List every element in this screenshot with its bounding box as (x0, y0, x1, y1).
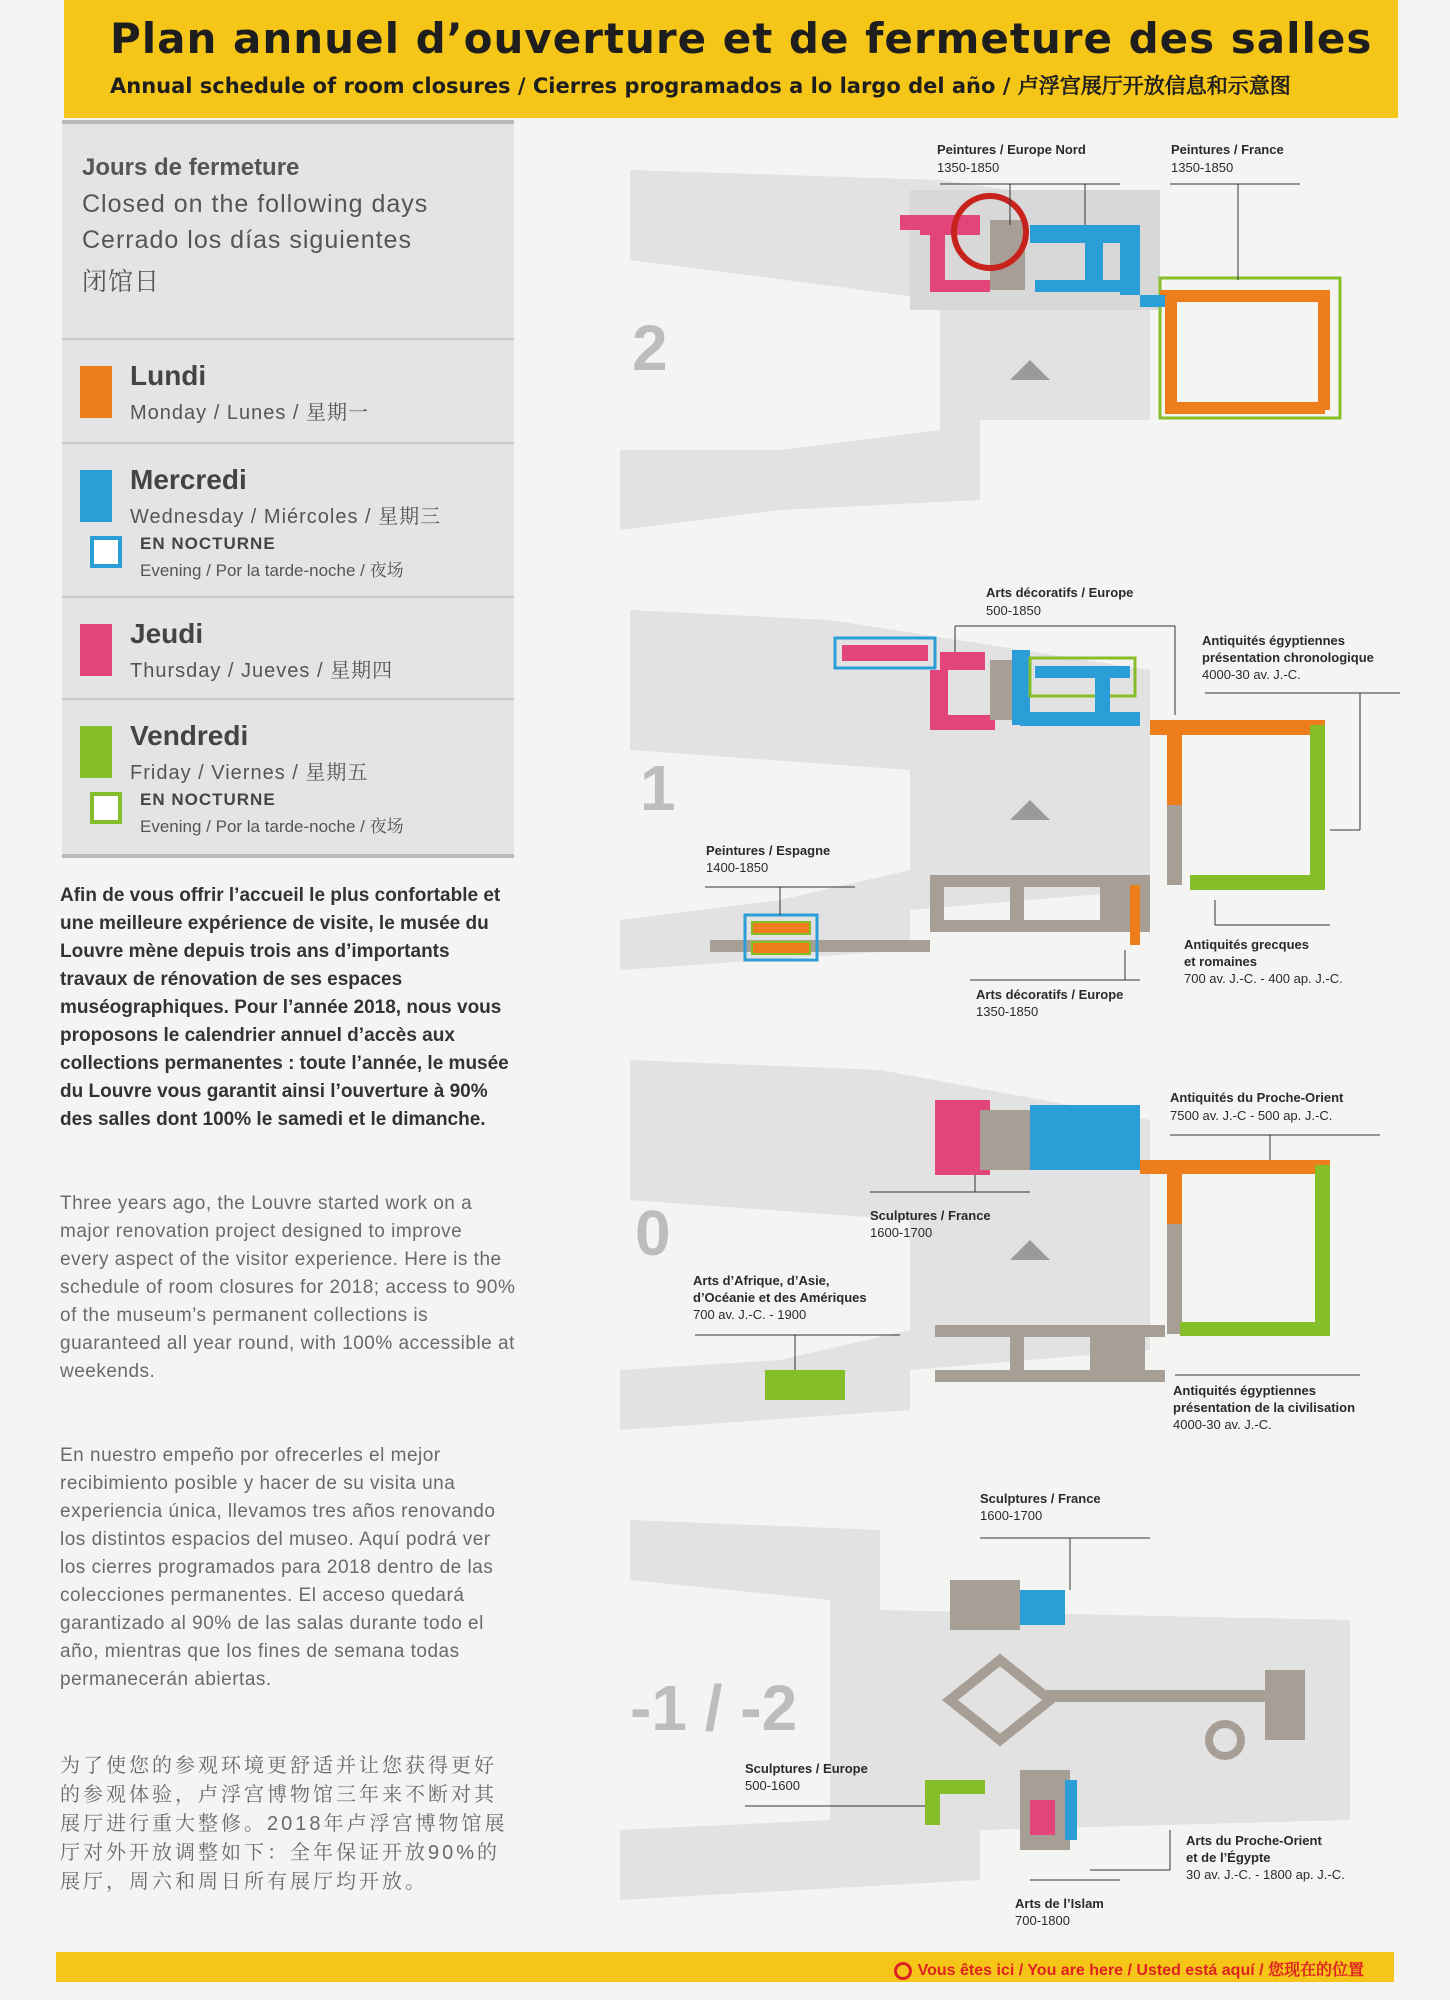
label-arts-afrique: Arts d’Afrique, d’Asie, (693, 1273, 830, 1288)
orange-rooms (1150, 720, 1325, 735)
green-rooms (935, 1780, 985, 1794)
pink-rooms (1030, 1800, 1055, 1835)
you-are-here-legend (894, 1957, 1364, 1980)
label-arts-afrique-sub: d’Océanie et des Amériques (693, 1290, 867, 1305)
pink-rooms (930, 235, 945, 285)
grey-rooms (980, 1110, 1030, 1170)
closed-days-heading (82, 154, 428, 305)
you-are-here-text: Vous êtes ici / You are here / Usted está aquí / 您现在的位置 (917, 1962, 1364, 1979)
label-espagne: Peintures / Espagne (706, 843, 831, 858)
wednesday-swatch (80, 470, 112, 522)
level-0-plan (620, 1060, 1380, 1432)
grey-rooms (710, 940, 930, 952)
wednesday-label: Mercredi (130, 464, 247, 495)
label-egypt-chrono-dates: 4000-30 av. J.-C. (1202, 667, 1301, 682)
pink-rooms (930, 280, 990, 292)
pink-rooms (940, 652, 985, 670)
nocturne-title: EN NOCTURNE (140, 790, 276, 809)
closed-zh: 闭馆日 (82, 268, 161, 296)
grey-rooms (1167, 1224, 1182, 1334)
divider (62, 442, 514, 444)
grey-rooms (930, 875, 944, 932)
you-are-here-icon (894, 1962, 912, 1980)
grey-rooms (1010, 875, 1024, 932)
legend-panel (62, 120, 514, 858)
pink-rooms (842, 645, 928, 661)
blue-rooms (1035, 280, 1120, 292)
page-title: Plan annuel d’ouverture et de fermeture des salles (110, 14, 1373, 63)
nocturne-title: EN NOCTURNE (140, 534, 276, 553)
pink-rooms (920, 215, 980, 235)
level-0-number: 0 (635, 1197, 671, 1269)
label-egypt-chrono: Antiquités égyptiennes (1202, 633, 1346, 648)
label-sculptures-europe: Sculptures / Europe (745, 1761, 868, 1776)
label-minus1-proche-orient-dates: 30 av. J.-C. - 1800 ap. J.-C. (1186, 1867, 1345, 1882)
monday-sub: Monday / Lunes / 星期一 (130, 402, 369, 424)
orange-rooms (1318, 295, 1330, 410)
label-proche-orient-dates: 7500 av. J.-C - 500 ap. J.-C. (1170, 1108, 1333, 1123)
label-egypt-civ-dates: 4000-30 av. J.-C. (1173, 1417, 1272, 1432)
monday-label: Lundi (130, 360, 207, 391)
orange-rooms (1130, 885, 1140, 945)
paragraph-fr: Afin de vous offrir l’accueil le plus confortable et une meilleure expérience de visite, le musée du Louvre mène depuis trois ans d’importants travaux de rénovation de ses espaces muséographiques. Pour l’année 2018, nous vous proposons le calendrier annuel d’accès aux collections permanentes : toute l’année, le musée du Louvre vous garantit ainsi l’ouverture à 90% des salles dont 100% le samedi et le dimanche. (60, 885, 509, 1130)
grey-rooms (1167, 805, 1182, 885)
label-egypt-civ: Antiquités égyptiennes (1173, 1383, 1317, 1398)
level-1-footprint (620, 610, 1150, 970)
green-rooms (1190, 875, 1325, 890)
orange-rooms (1167, 735, 1182, 805)
nocturne-sub: Evening / Por la tarde-noche / 夜场 (140, 817, 404, 836)
label-sculptures-france-dates: 1600-1700 (870, 1225, 933, 1240)
label-espagne-dates: 1400-1850 (706, 860, 769, 875)
blue-rooms (1140, 295, 1165, 307)
label-islam: Arts de l’Islam (1015, 1896, 1104, 1911)
label-peintures-france: Peintures / France (1171, 142, 1284, 157)
blue-rooms (1035, 666, 1130, 678)
blue-rooms (1030, 225, 1120, 243)
label-sculptures-europe-dates: 500-1600 (745, 1778, 800, 1793)
grey-rooms (950, 1580, 1020, 1630)
level-1-plan (620, 585, 1400, 1019)
grey-rooms (990, 660, 1015, 720)
grey-rooms (1010, 1325, 1024, 1382)
label-grecques: Antiquités grecques (1184, 937, 1309, 952)
label-arts-deco-dates: 500-1850 (986, 603, 1041, 618)
green-rooms (1180, 1322, 1330, 1336)
label-islam-dates: 700-1800 (1015, 1913, 1070, 1928)
label-minus1-sculptures-france: Sculptures / France (980, 1491, 1101, 1506)
orange-rooms (752, 922, 810, 934)
louvre-floor-plan (580, 130, 1410, 1960)
label-arts-deco-2: Arts décoratifs / Europe (976, 987, 1124, 1002)
courtyard (1195, 745, 1300, 865)
paragraph-zh: 为了使您的参观环境更舒适并让您获得更好的参观体验，卢浮宫博物馆三年来不断对其展厅进行重大整修。2018年卢浮宫博物馆展厅对外开放调整如下：全年保证开放90%的展厅，周六和周日所有展厅均开放。 (60, 1755, 508, 1893)
green-rooms (765, 1370, 845, 1400)
paragraph-es: En nuestro empeño por ofrecerles el mejor recibimiento posible y hacer de su visita una experiencia única, llevamos tres años renovando los distintos espacios del museo. Aquí podrá ver los cierres programados para 2018 dentro de las colecciones permanentes. El acceso quedará garantizado al 90% de las salas durante todo el año, mientras que los fines de semana todas permanecerán abiertas. (60, 1445, 496, 1690)
courtyard (1195, 1188, 1305, 1313)
label-grecques-dates: 700 av. J.-C. - 400 ap. J.-C. (1184, 971, 1343, 986)
orange-rooms (1165, 402, 1325, 414)
label-peintures-nord: Peintures / Europe Nord (937, 142, 1086, 157)
closed-es: Cerrado los días siguientes (82, 226, 412, 254)
label-egypt-chrono-sub: présentation chronologique (1202, 650, 1374, 665)
friday-sub: Friday / Viernes / 星期五 (130, 762, 369, 784)
nocturne-sub: Evening / Por la tarde-noche / 夜场 (140, 561, 404, 580)
label-arts-deco: Arts décoratifs / Europe (986, 585, 1134, 600)
level-minus1-plan (620, 1491, 1350, 1928)
label-minus1-sculptures-france-dates: 1600-1700 (980, 1508, 1043, 1523)
closed-en: Closed on the following days (82, 190, 429, 218)
green-rooms (1315, 1165, 1330, 1335)
grey-rooms (1090, 1325, 1145, 1382)
orange-rooms (1160, 290, 1330, 302)
blue-rooms (1120, 225, 1140, 295)
wednesday-sub: Wednesday / Miércoles / 星期三 (130, 506, 442, 528)
label-peintures-france-dates: 1350-1850 (1171, 160, 1234, 175)
label-peintures-nord-dates: 1350-1850 (937, 160, 1000, 175)
label-minus1-proche-orient: Arts du Proche-Orient (1186, 1833, 1322, 1848)
nocturne-green-swatch (90, 792, 122, 824)
divider (62, 338, 514, 340)
friday-swatch (80, 726, 112, 778)
label-egypt-civ-sub: présentation de la civilisation (1173, 1400, 1356, 1415)
pink-rooms (900, 215, 920, 230)
page-subtitle: Annual schedule of room closures / Cierres programados a lo largo del año / 卢浮宫展厅开放信息和示意图 (110, 74, 1291, 98)
label-sculptures-france: Sculptures / France (870, 1208, 991, 1223)
blue-rooms (1085, 243, 1103, 283)
level-2-number: 2 (632, 312, 668, 384)
paragraph-en: Three years ago, the Louvre started work on a major renovation project designed to improve every aspect of the visitor experience. Here is the schedule of room closures for 2018; access to 90% of the museum’s permanent collections is guaranteed all year round, with 100% accessible at weekends. (60, 1193, 516, 1382)
orange-rooms (752, 942, 810, 954)
grey-rooms (1265, 1670, 1305, 1740)
blue-rooms (1065, 1780, 1077, 1840)
footer-banner (56, 1952, 1394, 1982)
divider (62, 698, 514, 700)
blue-rooms (1020, 1590, 1065, 1625)
level-1-number: 1 (640, 752, 676, 824)
blue-rooms (1020, 712, 1140, 726)
label-proche-orient: Antiquités du Proche-Orient (1170, 1090, 1344, 1105)
level-minus1-number: -1 / -2 (630, 1672, 798, 1744)
monday-swatch (80, 366, 112, 418)
pink-rooms (935, 715, 995, 730)
friday-label: Vendredi (130, 720, 249, 751)
label-grecques-sub: et romaines (1184, 954, 1257, 969)
blue-rooms (1030, 1105, 1140, 1170)
level-2-plan (620, 142, 1340, 530)
thursday-swatch (80, 624, 112, 676)
nocturne-blue-swatch (90, 536, 122, 568)
header-banner (64, 0, 1398, 118)
closed-fr: Jours de fermeture (82, 154, 300, 181)
green-rooms (1310, 725, 1325, 885)
courtyard (1190, 315, 1305, 395)
label-arts-afrique-dates: 700 av. J.-C. - 1900 (693, 1307, 807, 1322)
orange-rooms (1165, 300, 1177, 410)
green-rooms (925, 1780, 940, 1825)
orange-rooms (1140, 1160, 1330, 1174)
orange-rooms (1167, 1174, 1182, 1224)
grey-rooms (1045, 1690, 1265, 1702)
label-minus1-proche-orient-sub: et de l’Égypte (1186, 1850, 1271, 1865)
divider (62, 596, 514, 598)
thursday-sub: Thursday / Jueves / 星期四 (130, 660, 394, 682)
grey-rooms (1100, 875, 1150, 932)
thursday-label: Jeudi (130, 618, 204, 649)
label-arts-deco-2-dates: 1350-1850 (976, 1004, 1039, 1019)
